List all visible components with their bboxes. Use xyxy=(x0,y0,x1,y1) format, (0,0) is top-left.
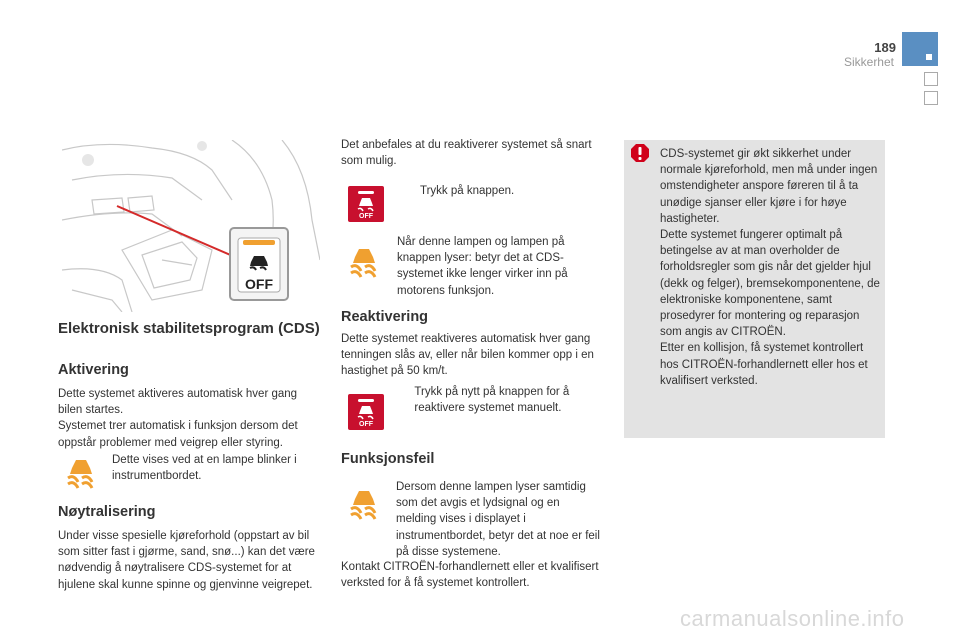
warning-line-3: Etter en kollisjon, få systemet kontrollert hos CITROËN-forhandlernett eller hos et kvalifisert verksted. xyxy=(660,342,868,387)
esp-fault-lamp-icon xyxy=(345,487,383,526)
heading-neutralize: Nøytralisering xyxy=(58,504,156,520)
warning-icon xyxy=(630,143,650,163)
activation-lamp-text: Dette vises ved at en lampe blinker i instrumentbordet. xyxy=(112,454,297,483)
section-tab xyxy=(924,72,938,86)
step-press-button: Trykk på knappen. xyxy=(420,185,515,197)
malfunction-lamp-text: Dersom denne lampen lyser samtidig som det avgis et lydsignal og en melding vises i displayet i instrumentbordet, betyr det at noe er feil på disse systemene. xyxy=(396,481,600,558)
esp-off-button-icon xyxy=(348,394,384,435)
warning-text xyxy=(660,146,882,389)
reactivation-paragraph: Dette systemet reaktiveres automatisk hver gang tenningen slås av, eller når bilen kommer opp i en hastighet på 50 km/t. xyxy=(341,333,594,378)
bullet-icon xyxy=(398,183,412,199)
off-label: OFF xyxy=(359,213,373,220)
malfunction-contact-text: Kontakt CITROËN-forhandlernett eller et kvalifisert verksted for å få systemet kontrollert. xyxy=(341,561,599,590)
heading-reactivation: Reaktivering xyxy=(341,309,429,325)
page-title: Elektronisk stabilitetsprogram (CDS) xyxy=(58,320,320,337)
activation-paragraph-2: Systemet trer automatisk i funksjon dersom det oppstår problemer med veigrep eller styring. xyxy=(58,420,298,449)
heading-activation: Aktivering xyxy=(58,362,129,378)
section-tab-active xyxy=(902,32,938,66)
esp-warning-lamp-icon xyxy=(62,456,100,495)
reactivate-recommendation: Det anbefales at du reaktiverer systemet så snart som mulig. xyxy=(341,139,592,168)
warning-line-2: Dette systemet fungerer optimalt på betingelse av at man overholder de forholdsregler som gis når det gjelder hjul (dekk og felger), bremsekomponentene, de elektroniske komponentene, samt prosedyrer for montering og reparasjon som angis av CITROËN. xyxy=(660,229,880,339)
step-reactivate: Trykk på nytt på knappen for å reaktivere systemet manuelt. xyxy=(414,386,570,415)
warning-line-1: CDS-systemet gir økt sikkerhet under normale kjøreforhold, men må under ingen omstendigheter anspore føreren til å ta unødige sjanser eller kjøre i for høye hastigheter. xyxy=(660,148,878,225)
section-tab xyxy=(924,91,938,105)
heading-malfunction: Funksjonsfeil xyxy=(341,451,435,467)
esp-car-icon xyxy=(246,254,272,272)
bullet-icon xyxy=(398,384,406,416)
page-number: 189 xyxy=(874,40,896,55)
section-name: Sikkerhet xyxy=(843,55,894,69)
lamp-note: Når denne lampen og lampen på knappen lyser: betyr det at CDS-systemet ikke lenger virker inn på motorens funksjon. xyxy=(397,236,568,297)
esp-off-button-icon xyxy=(348,186,384,227)
watermark: carmanualsonline.info xyxy=(680,606,905,631)
neutralize-paragraph: Under visse spesielle kjøreforhold (oppstart av bil som sitter fast i gjørme, sand, snø...) kan det være nødvendig å nøytralisere CDS-systemet for at hjulene skal kunne spinne og gjenvinne veigrepet. xyxy=(58,530,315,591)
activation-paragraph-1: Dette systemet aktiveres automatisk hver gang bilen startes. xyxy=(58,388,298,417)
off-label: OFF xyxy=(359,421,373,428)
esp-off-lamp-icon xyxy=(345,245,383,284)
dashboard-illustration xyxy=(62,140,320,312)
button-off-label: OFF xyxy=(245,276,273,292)
